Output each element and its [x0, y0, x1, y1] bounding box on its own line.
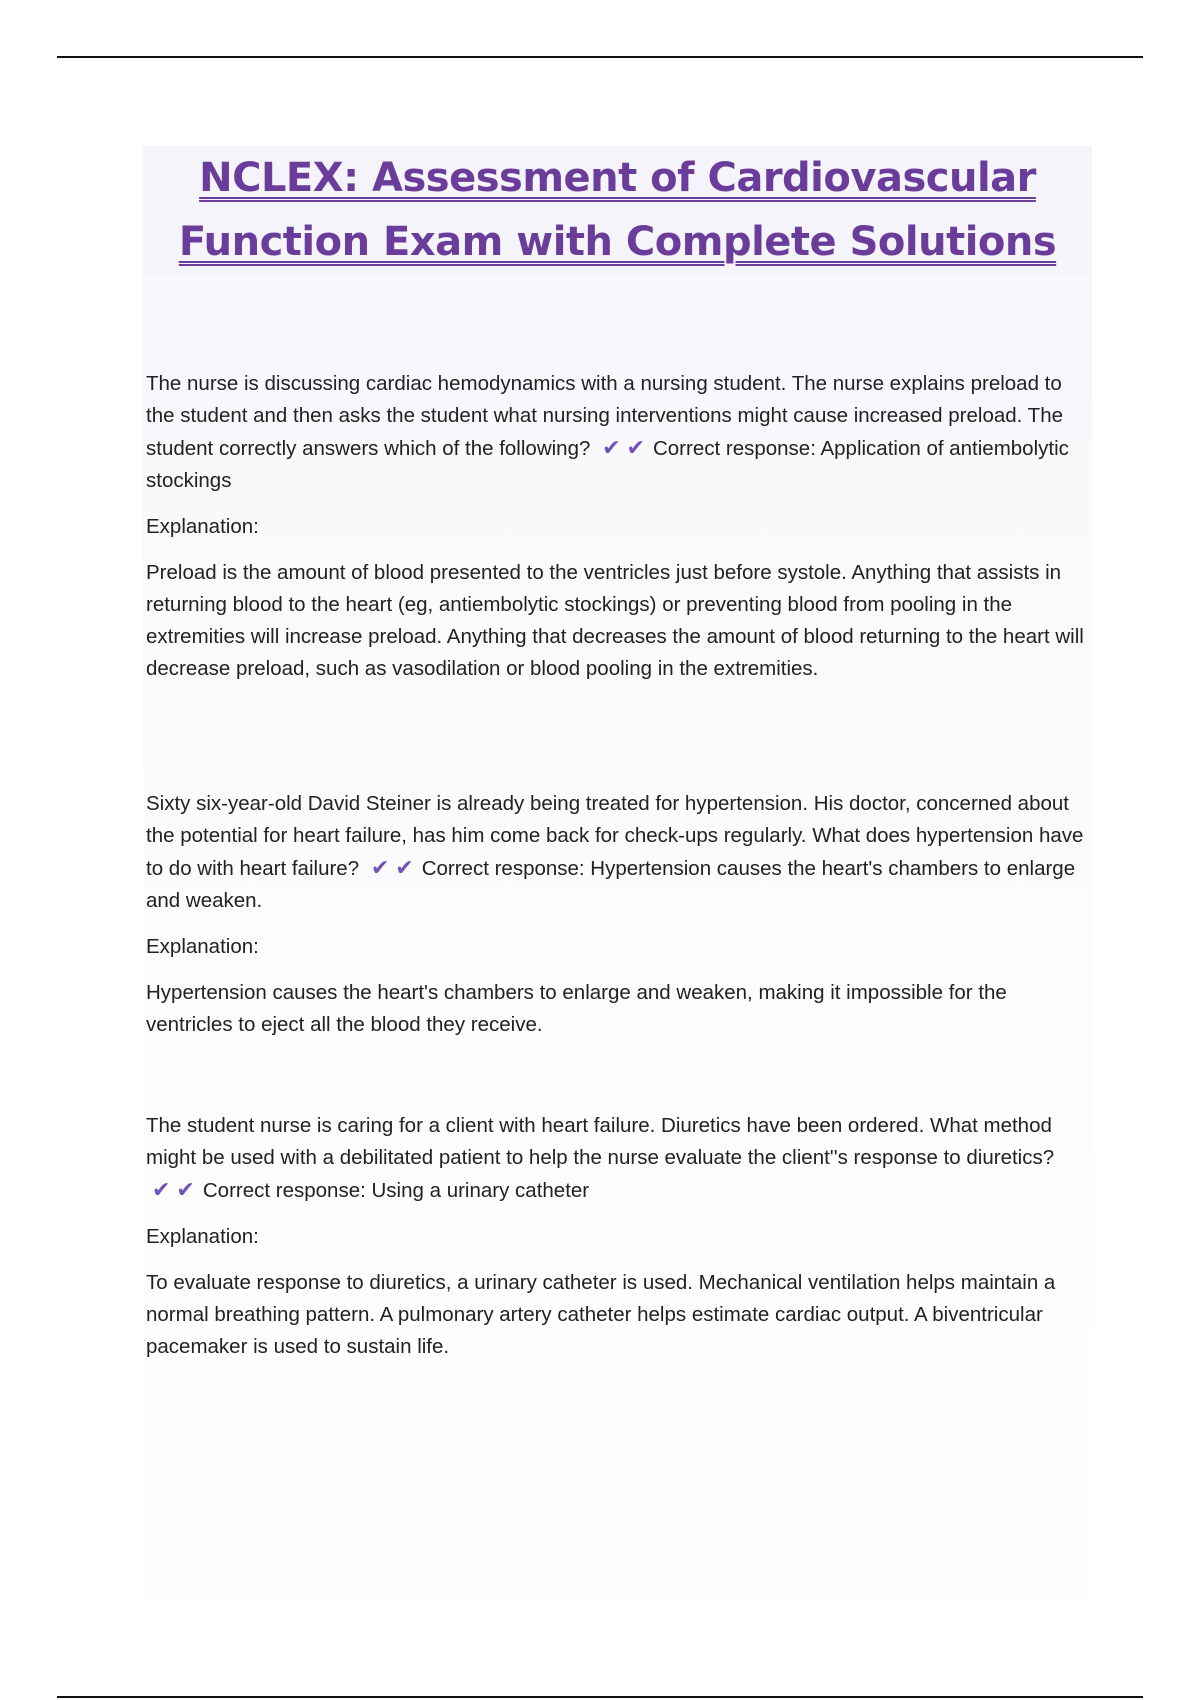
explanation-label: Explanation:: [146, 935, 259, 958]
check-mark-icon: ✔✔: [370, 855, 420, 880]
question-block-1: [146, 368, 1086, 685]
page-title: [179, 146, 1056, 274]
explanation-text: Hypertension causes the heart's chambers to enlarge and weaken, making it impossible for the ventricles to eject all the blood they receive.: [146, 981, 1007, 1036]
question-block-3: [146, 1110, 1086, 1363]
top-rule: [57, 56, 1143, 58]
question-text: The student nurse is caring for a client with heart failure. Diuretics have been ordered. What method might be used with a debilitated patient to help the nurse evaluate the client''s response to diuretics?: [146, 1114, 1055, 1169]
answer-text: Correct response: Using a urinary catheter: [202, 1179, 590, 1202]
explanation-label: Explanation:: [146, 1225, 259, 1248]
question-block-2: [146, 788, 1086, 1041]
question-paragraph: [146, 788, 1086, 917]
question-paragraph: [146, 1110, 1086, 1207]
explanation-label: Explanation:: [146, 515, 259, 538]
title-banner: [143, 146, 1092, 274]
question-text: Sixty six-year-old David Steiner is already being treated for hypertension. His doctor, concerned about the potential for heart failure, has him come back for check-ups regularly. What does hypertension have to do with heart failure?: [146, 792, 1084, 880]
check-mark-icon: ✔✔: [602, 435, 651, 460]
title-line-1: NCLEX: Assessment of Cardiovascular: [199, 155, 1036, 201]
explanation-text: Preload is the amount of blood presented to the ventricles just before systole. Anything that assists in returning blood to the heart (eg, antiembolytic stockings) or preventing blood from pooling in the extremities will increase preload. Anything that decreases the amount of blood returning to the heart will decrease preload, such as vasodilation or blood pooling in the extremities.: [146, 561, 1084, 680]
answer-text: Correct response: Application of antiembolytic stockings: [146, 437, 1069, 492]
question-paragraph: [146, 368, 1086, 497]
title-line-2: Function Exam with Complete Solutions: [178, 219, 1057, 265]
answer-text: Correct response: Hypertension causes the heart's chambers to enlarge and weaken.: [146, 857, 1076, 912]
bottom-rule: [57, 1696, 1143, 1698]
question-text: The nurse is discussing cardiac hemodynamics with a nursing student. The nurse explains preload to the student and then asks the student what nursing interventions might cause increased preload. The student correctly answers which of the following?: [146, 372, 1064, 460]
check-mark-icon: ✔✔: [152, 1177, 201, 1202]
explanation-text: To evaluate response to diuretics, a urinary catheter is used. Mechanical ventilation helps maintain a normal breathing pattern. A pulmonary artery catheter helps estimate cardiac output. A biventricular pacemaker is used to sustain life.: [146, 1271, 1056, 1358]
